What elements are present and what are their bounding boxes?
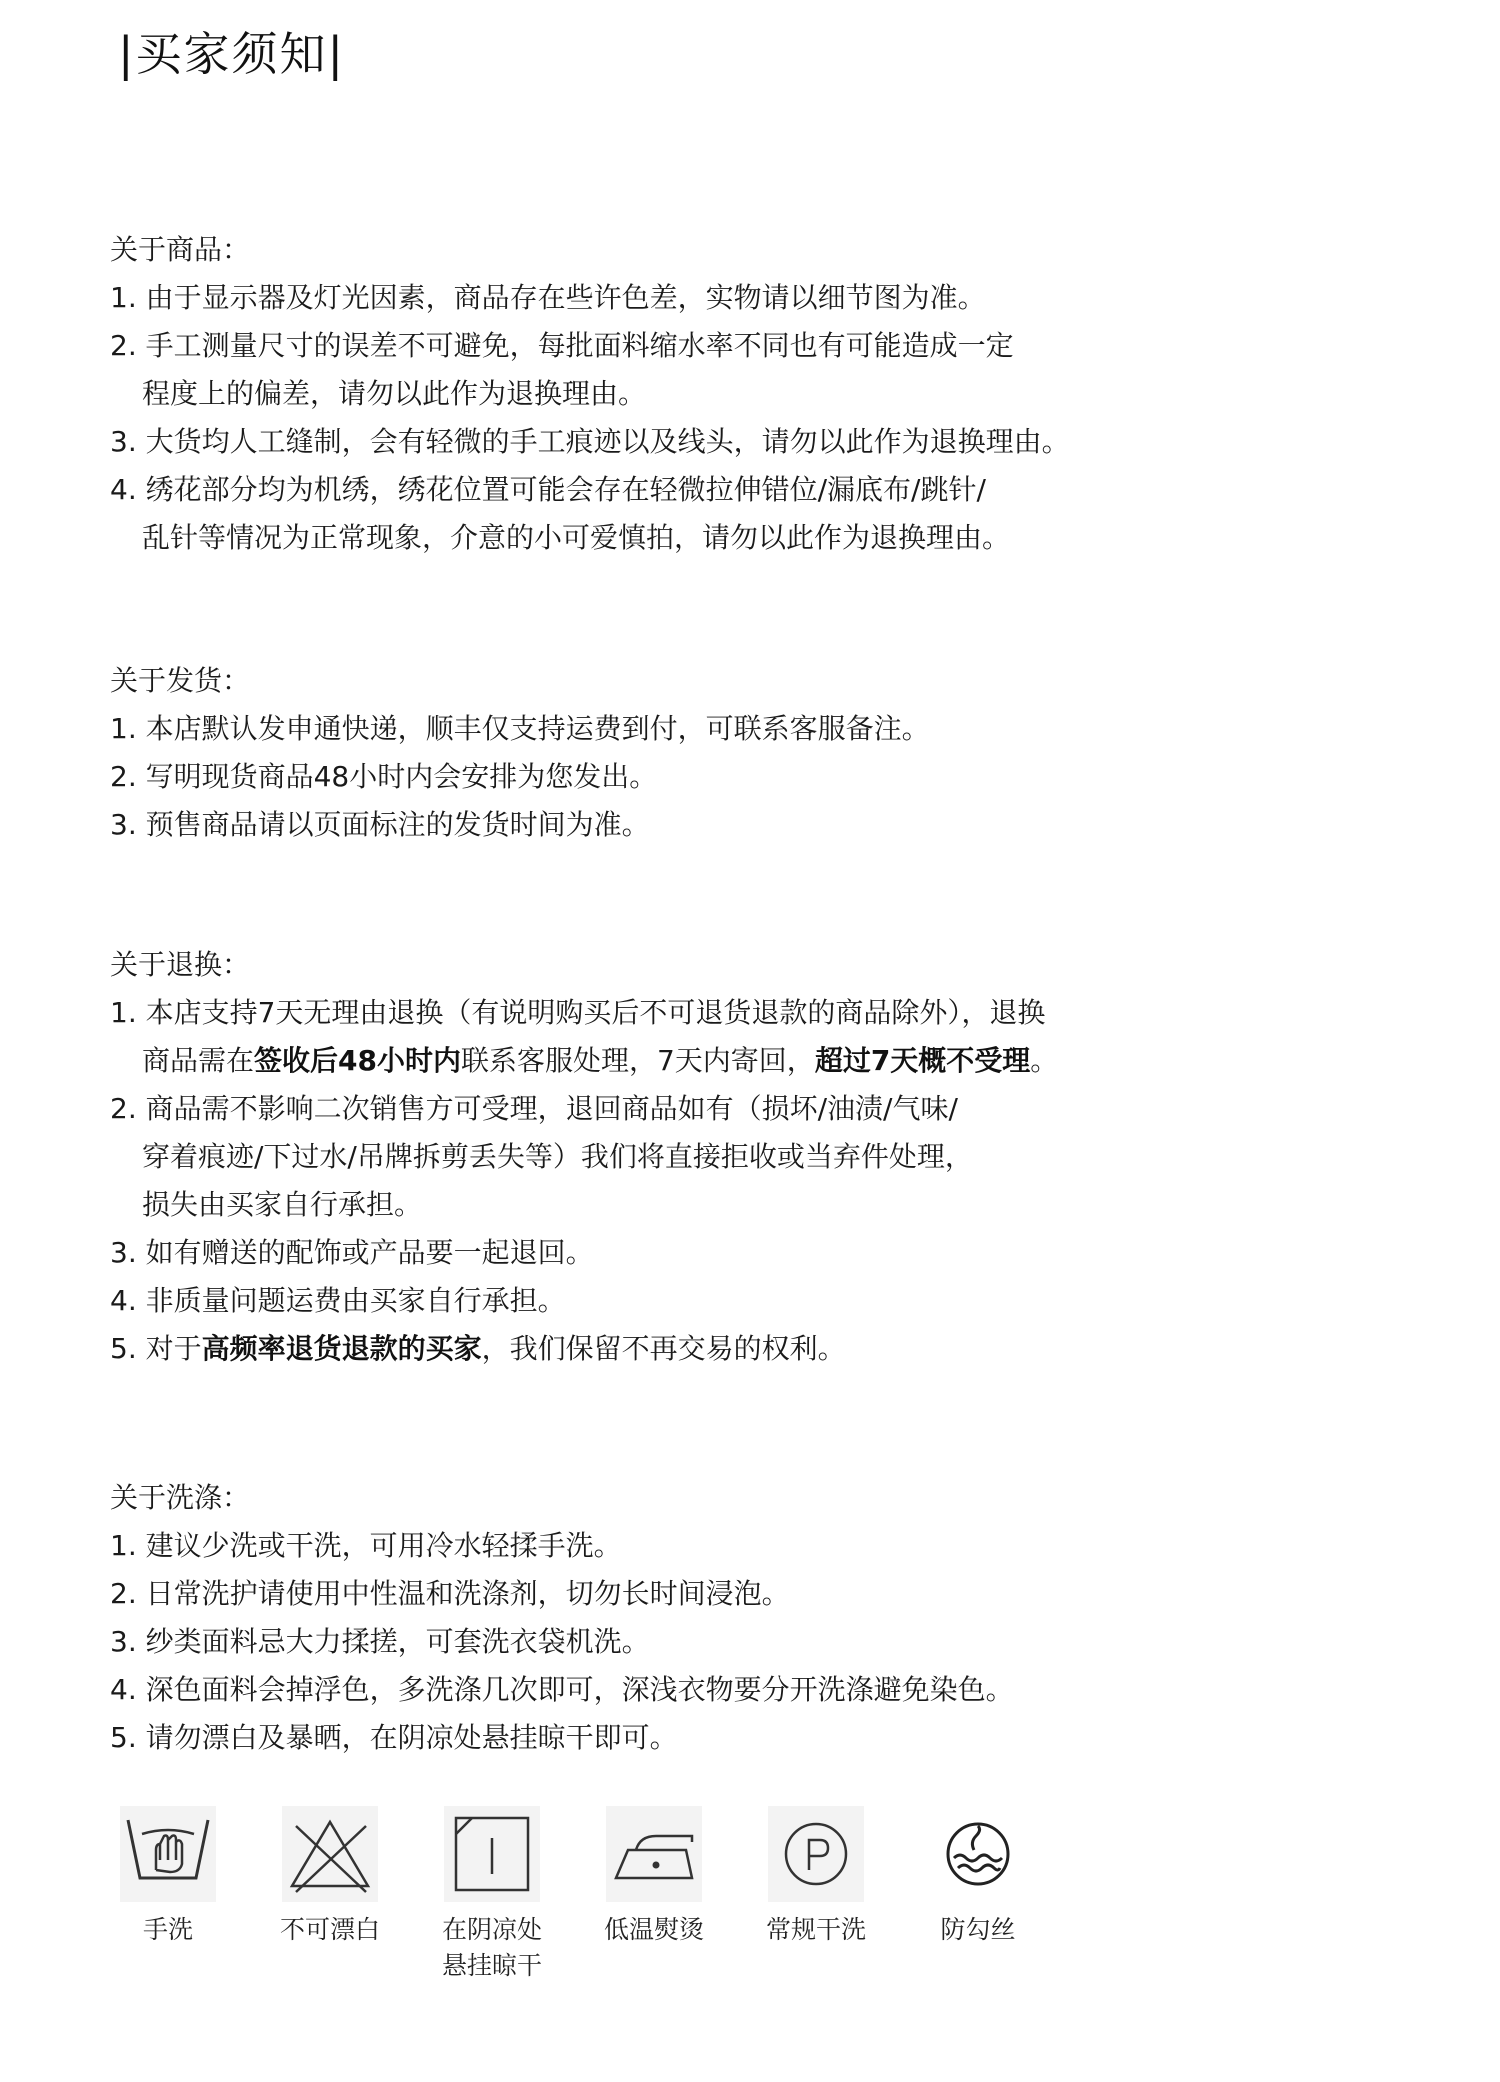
list-item-line bbox=[110, 1085, 1410, 1133]
item-text: 穿着痕迹/下过水/吊牌拆剪丢失等）我们将直接拒收或当弃件处理， bbox=[142, 1140, 973, 1173]
list-item-line bbox=[110, 705, 1410, 753]
item-text: 1. 本店默认发申通快递，顺丰仅支持运费到付，可联系客服备注。 bbox=[110, 712, 930, 745]
list-item-line bbox=[110, 322, 1410, 370]
care-label: 手洗 bbox=[142, 1915, 193, 1944]
list-item-continuation bbox=[110, 370, 1410, 418]
emphasis-text: 签收后48小时内 bbox=[254, 1044, 461, 1077]
item-text: 商品需在 bbox=[142, 1044, 255, 1077]
item-text: 乱针等情况为正常现象，介意的小可爱慎拍，请勿以此作为退换理由。 bbox=[142, 521, 1011, 554]
list-item-line bbox=[110, 1325, 1410, 1373]
list-item-line bbox=[110, 1277, 1410, 1325]
item-text: 4. 非质量问题运费由买家自行承担。 bbox=[110, 1284, 566, 1317]
list-item-continuation bbox=[110, 1181, 1410, 1229]
list-item bbox=[110, 418, 1410, 466]
care-item-hand-wash bbox=[88, 1806, 248, 1948]
item-text: 损失由买家自行承担。 bbox=[142, 1188, 423, 1221]
list-item bbox=[110, 705, 1410, 753]
care-item-low-iron bbox=[574, 1806, 734, 1948]
list-item bbox=[110, 322, 1410, 418]
section-washing bbox=[110, 1474, 1410, 1762]
care-icons-row bbox=[88, 1806, 1088, 2006]
list-item bbox=[110, 1570, 1410, 1618]
item-text: 4. 绣花部分均为机绣，绣花位置可能会存在轻微拉伸错位/漏底布/跳针/ bbox=[110, 473, 986, 506]
list-item-line bbox=[110, 466, 1410, 514]
list-item bbox=[110, 801, 1410, 849]
list-item-line bbox=[110, 753, 1410, 801]
list-item bbox=[110, 1618, 1410, 1666]
item-text: 5. 对于 bbox=[110, 1332, 202, 1365]
dry-clean-icon bbox=[768, 1806, 864, 1902]
section-product bbox=[110, 226, 1410, 562]
list-item bbox=[110, 1085, 1410, 1229]
low-temp-iron-icon bbox=[606, 1806, 702, 1902]
list-item bbox=[110, 1522, 1410, 1570]
care-item-anti-snag bbox=[898, 1806, 1058, 1948]
list-item bbox=[110, 1325, 1410, 1373]
item-text: 4. 深色面料会掉浮色，多洗涤几次即可，深浅衣物要分开洗涤避免染色。 bbox=[110, 1673, 1014, 1706]
item-text: 3. 预售商品请以页面标注的发货时间为准。 bbox=[110, 808, 650, 841]
item-text: 程度上的偏差，请勿以此作为退换理由。 bbox=[142, 377, 647, 410]
list-item bbox=[110, 274, 1410, 322]
item-text: 。 bbox=[1030, 1044, 1059, 1077]
care-label: 不可漂白 bbox=[279, 1915, 380, 1944]
item-text: 3. 纱类面料忌大力揉搓，可套洗衣袋机洗。 bbox=[110, 1625, 650, 1658]
list-item-continuation bbox=[110, 1037, 1410, 1085]
page-title: |买家须知| bbox=[118, 27, 345, 81]
care-label: 在阴凉处 悬挂晾干 bbox=[441, 1915, 542, 1980]
item-text: 2. 日常洗护请使用中性温和洗涤剂，切勿长时间浸泡。 bbox=[110, 1577, 790, 1610]
hand-wash-icon bbox=[120, 1806, 216, 1902]
care-item-dry-clean bbox=[736, 1806, 896, 1948]
item-text: 3. 如有赠送的配饰或产品要一起退回。 bbox=[110, 1236, 594, 1269]
section-returns bbox=[110, 941, 1410, 1373]
care-label: 低温熨烫 bbox=[603, 1915, 704, 1944]
list-item-continuation bbox=[110, 514, 1410, 562]
list-item bbox=[110, 753, 1410, 801]
section-heading: 关于发货： bbox=[110, 664, 251, 697]
item-text: 5. 请勿漂白及暴晒，在阴凉处悬挂晾干即可。 bbox=[110, 1721, 678, 1754]
item-text: 2. 写明现货商品48小时内会安排为您发出。 bbox=[110, 760, 658, 793]
item-text: 2. 商品需不影响二次销售方可受理，退回商品如有（损坏/油渍/气味/ bbox=[110, 1092, 958, 1125]
section-heading: 关于洗涤： bbox=[110, 1481, 251, 1514]
item-text: 3. 大货均人工缝制，会有轻微的手工痕迹以及线头，请勿以此作为退换理由。 bbox=[110, 425, 1070, 458]
list-item-line bbox=[110, 418, 1410, 466]
list-item-line bbox=[110, 274, 1410, 322]
list-item bbox=[110, 1714, 1410, 1762]
section-heading: 关于商品： bbox=[110, 233, 251, 266]
item-text: ，我们保留不再交易的权利。 bbox=[481, 1332, 846, 1365]
section-shipping bbox=[110, 657, 1410, 849]
emphasis-text: 高频率退货退款的买家 bbox=[201, 1332, 482, 1365]
item-text: 1. 本店支持7天无理由退换（有说明购买后不可退货退款的商品除外），退换 bbox=[110, 996, 1046, 1029]
list-item-line bbox=[110, 1522, 1410, 1570]
list-item-line bbox=[110, 1618, 1410, 1666]
care-item-no-bleach bbox=[250, 1806, 410, 1948]
list-item-line bbox=[110, 1570, 1410, 1618]
item-text: 联系客服处理，7天内寄回， bbox=[460, 1044, 815, 1077]
list-item bbox=[110, 1229, 1410, 1277]
care-label: 常规干洗 bbox=[765, 1915, 866, 1944]
list-item-line bbox=[110, 1666, 1410, 1714]
emphasis-text: 超过7天概不受理 bbox=[814, 1044, 1031, 1077]
item-text: 1. 建议少洗或干洗，可用冷水轻揉手洗。 bbox=[110, 1529, 622, 1562]
list-item bbox=[110, 1277, 1410, 1325]
care-item-line-dry-shade bbox=[412, 1806, 572, 1984]
item-text: 2. 手工测量尺寸的误差不可避免，每批面料缩水率不同也有可能造成一定 bbox=[110, 329, 1014, 362]
list-item bbox=[110, 1666, 1410, 1714]
line-dry-in-shade-icon bbox=[444, 1806, 540, 1902]
list-item bbox=[110, 466, 1410, 562]
list-item-line bbox=[110, 989, 1410, 1037]
care-label: 防勾丝 bbox=[940, 1915, 1016, 1944]
list-item-line bbox=[110, 1229, 1410, 1277]
no-bleach-icon bbox=[282, 1806, 378, 1902]
anti-snag-icon bbox=[930, 1806, 1026, 1902]
list-item-line bbox=[110, 801, 1410, 849]
list-item-continuation bbox=[110, 1133, 1410, 1181]
item-text: 1. 由于显示器及灯光因素，商品存在些许色差，实物请以细节图为准。 bbox=[110, 281, 986, 314]
list-item-line bbox=[110, 1714, 1410, 1762]
section-heading: 关于退换： bbox=[110, 948, 251, 981]
list-item bbox=[110, 989, 1410, 1085]
